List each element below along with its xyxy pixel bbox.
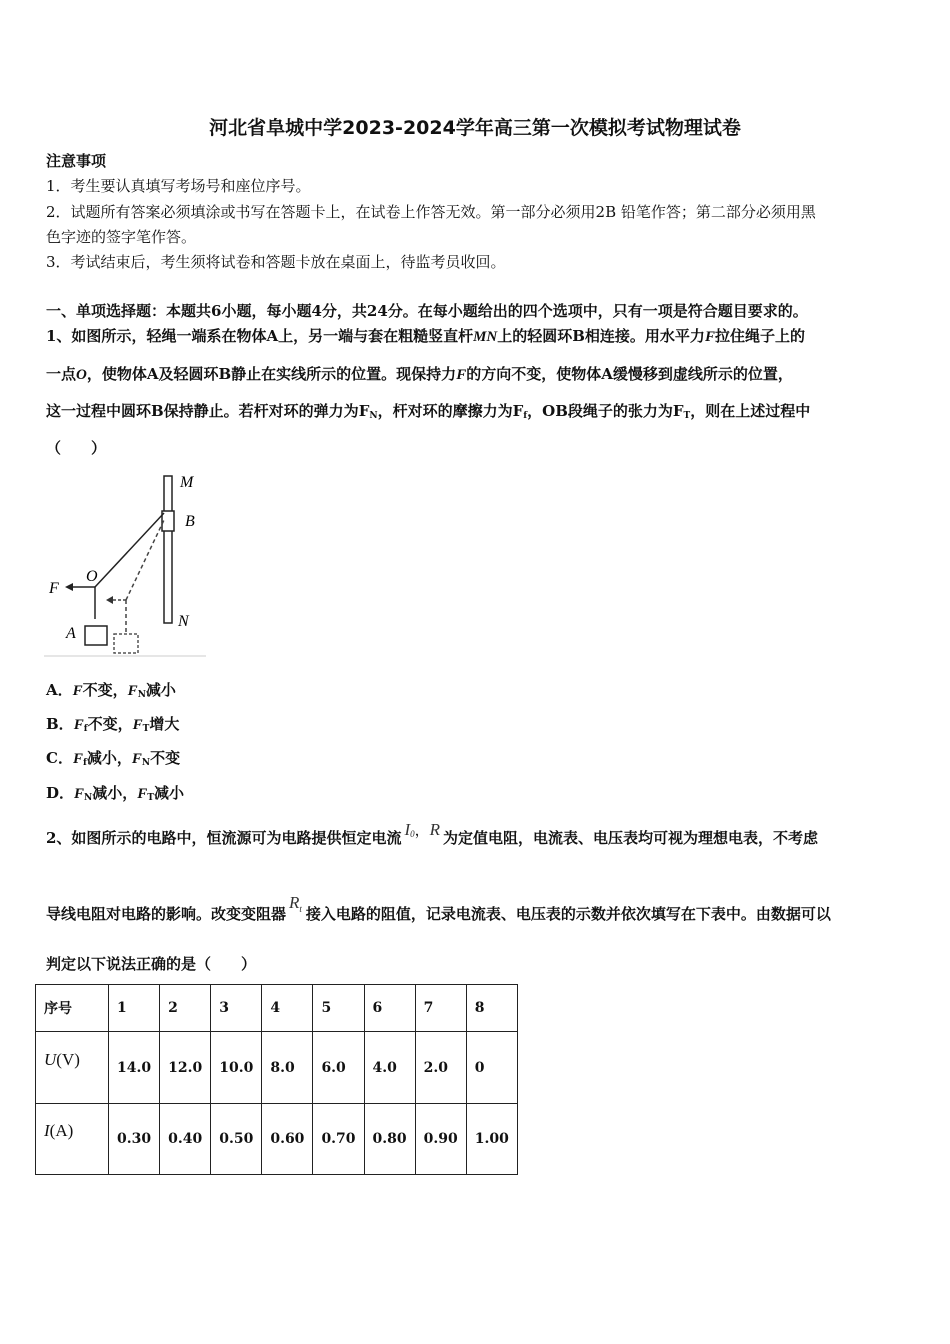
table-cell: 4 — [262, 985, 313, 1032]
table-cell: 1 — [109, 985, 160, 1032]
notice-item: 2．试题所有答案必须填涂或书写在答题卡上，在试卷上作答无效。第一部分必须用2B 铅笔作答；第二部分必须用黑 — [46, 203, 816, 221]
notice-item: 3．考试结束后，考生须将试卷和答题卡放在桌面上，待监考员收回。 — [46, 253, 506, 271]
table-cell: 0.90 — [415, 1104, 466, 1175]
q1-option-d: D．$F_N$减小，$F_T$减小 — [46, 784, 185, 803]
q2-line-3: 判定以下说法正确的是（ ） — [46, 955, 257, 973]
table-row — [36, 1104, 518, 1175]
label-b: B — [185, 513, 195, 530]
label-a: A — [66, 625, 76, 642]
q2-line-1: 2、如图所示的电路中，恒流源可为电路提供恒定电流 $I_0$，R 为定值电阻，电流表、电压表均可视为理想电表，不考虑 — [46, 820, 819, 847]
q1-option-b: B．$F_f$不变，$F_T$增大 — [46, 715, 180, 734]
table-cell: 6.0 — [313, 1032, 364, 1104]
table-cell: 0.50 — [211, 1104, 262, 1175]
rope-ob-dashed — [126, 520, 164, 600]
table-cell: 0.80 — [364, 1104, 415, 1175]
section-heading: 一、单项选择题：本题共6小题，每小题4分，共24分。在每小题给出的四个选项中，只有一项是符合题目要求的。 — [46, 302, 808, 320]
force-dashed-arrowhead — [106, 596, 113, 604]
table-cell: 10.0 — [211, 1032, 262, 1104]
table-cell: 7 — [415, 985, 466, 1032]
table-cell-u-label: U(V) — [36, 1032, 109, 1104]
table-cell: 8.0 — [262, 1032, 313, 1104]
table-cell: 0 — [466, 1032, 517, 1104]
label-o: O — [86, 568, 98, 585]
table-cell: 0.40 — [160, 1104, 211, 1175]
table-cell: 8 — [466, 985, 517, 1032]
q1-option-c: C．$F_f$减小，$F_N$不变 — [46, 749, 181, 768]
table-cell: 0.60 — [262, 1104, 313, 1175]
table-cell: 6 — [364, 985, 415, 1032]
table-cell: 2.0 — [415, 1032, 466, 1104]
block-a-dashed — [114, 634, 138, 653]
table-cell: 4.0 — [364, 1032, 415, 1104]
q1-line-3: 这一过程中圆环B保持静止。若杆对环的弹力为$F_N$，杆对环的摩擦力为$F_f$，OB段绳子的张力为$F_T$，则在上述过程中 — [46, 402, 811, 421]
rope-ob-solid — [95, 513, 164, 587]
label-f: F — [49, 580, 59, 597]
table-cell: 0.70 — [313, 1104, 364, 1175]
table-cell: 12.0 — [160, 1032, 211, 1104]
force-solid-arrowhead — [65, 583, 73, 591]
page-title: 河北省阜城中学2023-2024学年高三第一次模拟考试物理试卷 — [209, 117, 741, 139]
table-cell: 序号 — [36, 985, 109, 1032]
table-cell-i-label: I(A) — [36, 1104, 109, 1175]
q2-data-table — [35, 984, 518, 1175]
table-cell: 1.00 — [466, 1104, 517, 1175]
q1-option-a: A．F不变，$F_N$减小 — [46, 681, 176, 700]
table-cell: 14.0 — [109, 1032, 160, 1104]
q1-line-1: 1、如图所示，轻绳一端系在物体A上，另一端与套在粗糙竖直杆MN上的轻圆环B相连接。用水平力F拉住绳子上的 — [46, 327, 805, 345]
label-m: M — [180, 474, 194, 491]
table-cell: 5 — [313, 985, 364, 1032]
notice-heading: 注意事项 — [46, 152, 107, 170]
q1-figure — [44, 470, 209, 660]
table-cell: 3 — [211, 985, 262, 1032]
label-n: N — [178, 613, 189, 630]
table-cell: 0.30 — [109, 1104, 160, 1175]
notice-item: 1．考生要认真填写考场号和座位序号。 — [46, 177, 311, 195]
q1-answer-blank: （ ） — [46, 439, 107, 457]
q1-line-2: 一点O，使物体A及轻圆环B静止在实线所示的位置。现保持力F的方向不变，使物体A缓慢移到虚线所示的位置， — [46, 365, 793, 383]
notice-item: 色字迹的签字笔作答。 — [46, 228, 197, 246]
block-a — [85, 626, 107, 645]
rod-mn — [164, 476, 172, 623]
q2-line-2: 导线电阻对电路的影响。改变变阻器$R_t$ 接入电路的阻值，记录电流表、电压表的示数并依次填写在下表中。由数据可以 — [46, 893, 831, 923]
table-cell: 2 — [160, 985, 211, 1032]
table-row — [36, 1032, 518, 1104]
table-row — [36, 985, 518, 1032]
